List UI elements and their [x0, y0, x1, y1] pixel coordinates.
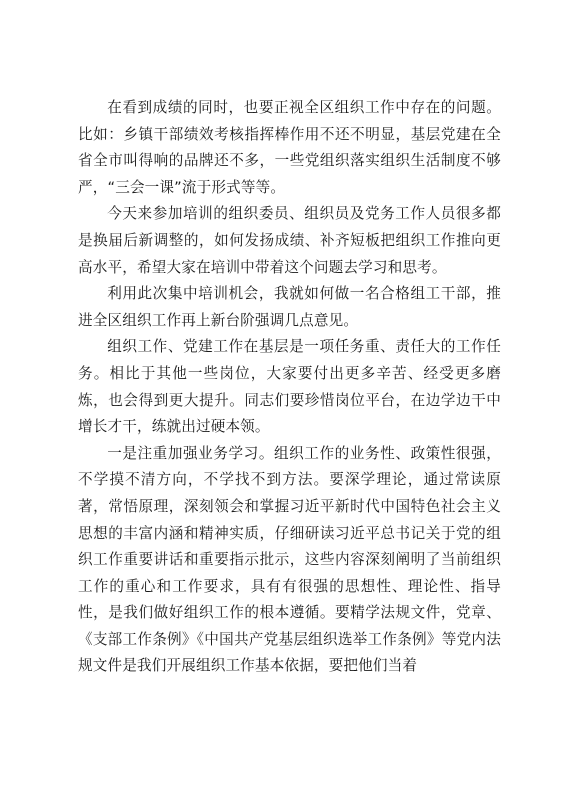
- document-body: [78, 95, 501, 680]
- paragraph-problems: 在看到成绩的同时，也要正视全区组织工作中存在的问题。比如：乡镇干部绩效考核指挥棒作用不还不明显，基层党建在全省全市叫得响的品牌还不多，一些党组织落实组织生活制度不够严，“三会一课”流于形式等等。: [78, 99, 501, 196]
- paragraph-training-participants: 今天来参加培训的组织委员、组织员及党务工作人员很多都是换届后新调整的，如何发扬成绩、补齐短板把组织工作推向更高水平，希望大家在培训中带着这个问题去学习和思考。: [78, 205, 501, 276]
- paragraph-business-study: 一是注重加强业务学习。组织工作的业务性、政策性很强，不学摸不清方向，不学找不到方法。要深学理论，通过常读原著，常悟原理，深刻领会和掌握习近平新时代中国特色社会主义思想的丰富内涵和精神实质，仔细研读习近平总书记关于党的组织工作重要讲话和重要指示批示，这些内容深刻阐明了当前组织工作的重心和工作要求，具有有很强的思想性、理论性、指导性，是我们做好组织工作的根本遵循。要精学法规文件，党章、《支部工作条例》《中国共产党基层组织选举工作条例》等党内法规文件是我们开展组织工作基本依据，要把他们当着: [78, 444, 501, 675]
- paragraph-organization-work: 组织工作、党建工作在基层是一项任务重、责任大的工作任务。相比于其他一些岗位，大家要付出更多辛苦、经受更多磨炼，也会得到更大提升。同志们要珍惜岗位平台，在边学边干中增长才干，练就出过硬本领。: [78, 338, 501, 436]
- paragraph-opinions-intro: 利用此次集中培训机会，我就如何做一名合格组工干部，推进全区组织工作再上新台阶强调几点意见。: [78, 285, 501, 329]
